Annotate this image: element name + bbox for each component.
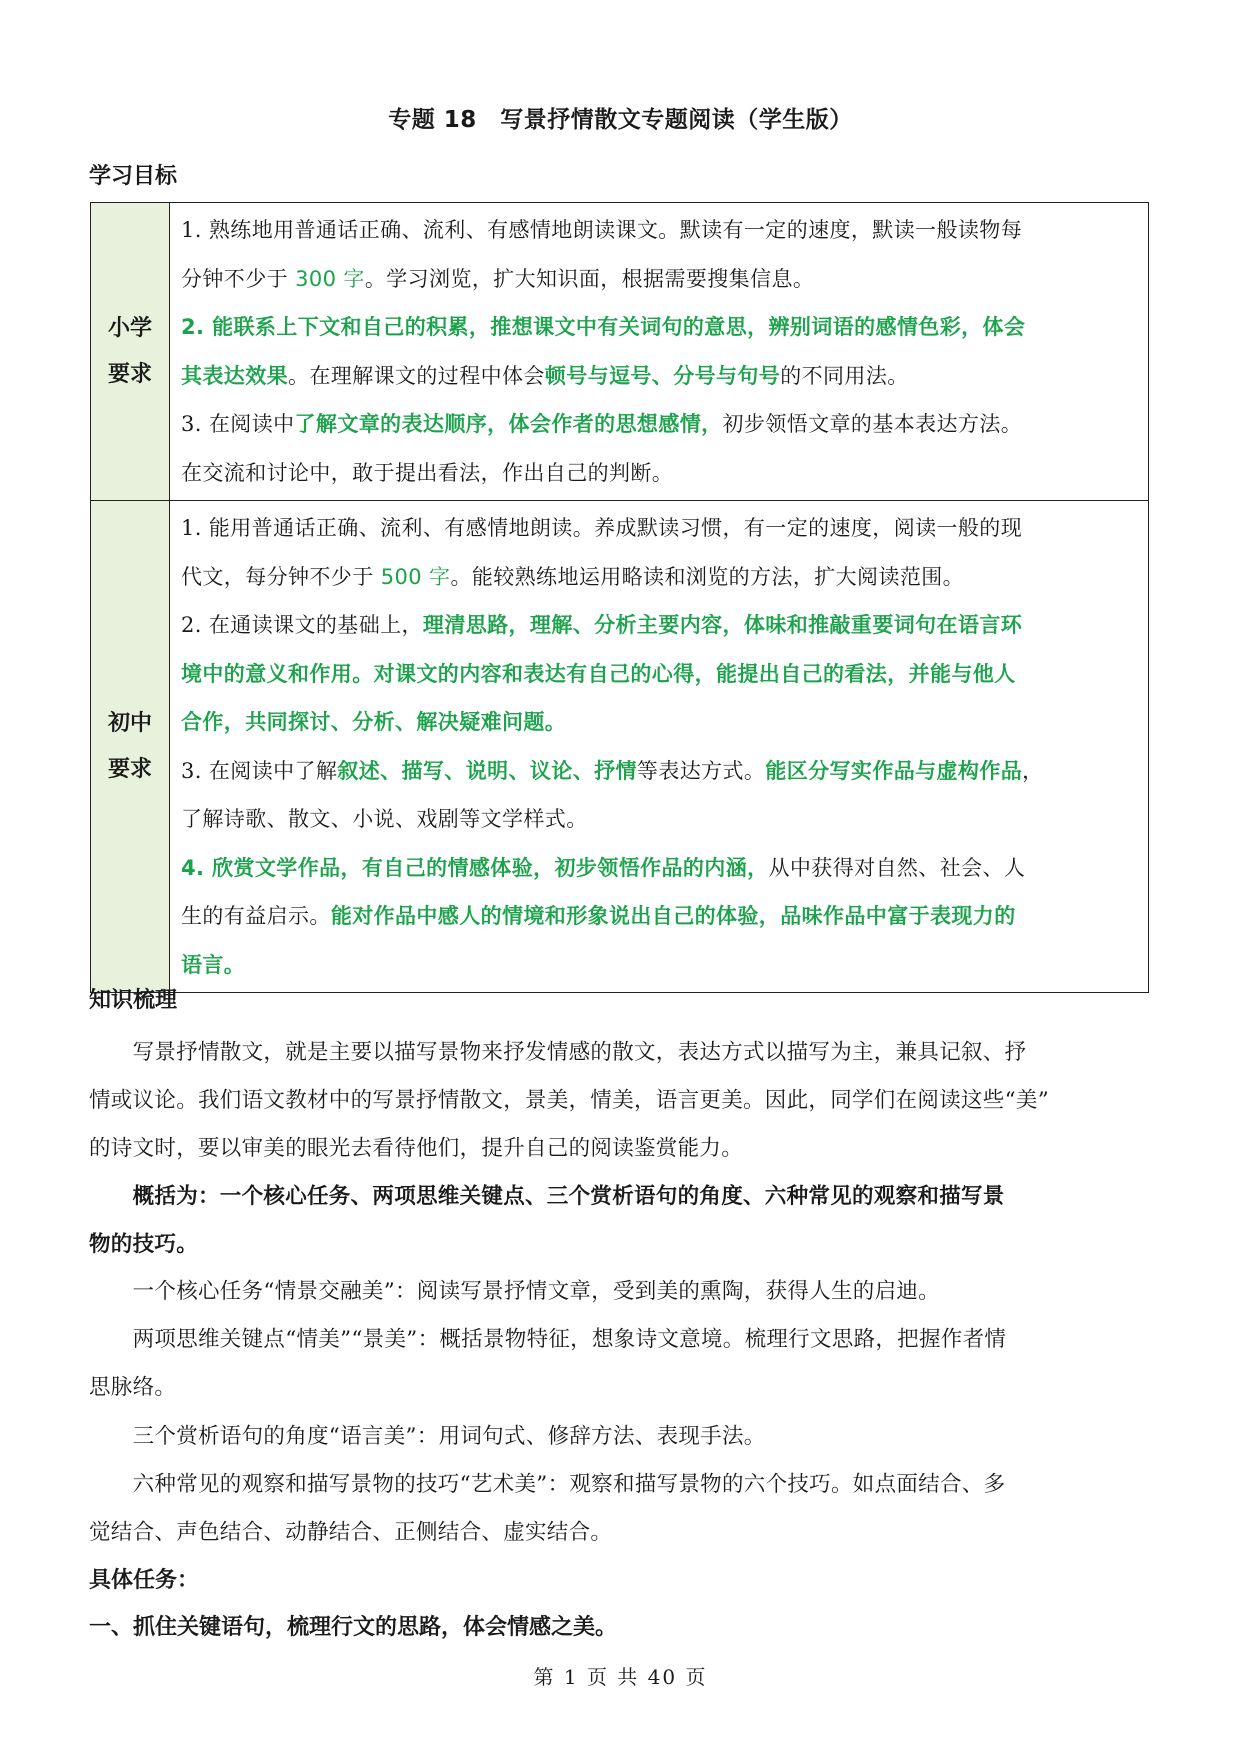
junior-label-cell [91, 501, 170, 993]
primary-row [91, 203, 1149, 501]
junior-req-4a: 4. 欣赏文学作品，有自己的情感体验，初步领悟作品的内涵，从中获得对自然、社会、人 [181, 855, 1026, 880]
knowledge-intro: 写景抒情散文，就是主要以描写景物来抒发情感的散文，表达方式以描写为主，兼具记叙、抒 情或议论。我们语文教材中的写景抒情散文，景美，情美，语言更美。因此，同学们在阅读这些“美” 的诗文时，要以审美的眼光去看待他们，提升自己的阅读鉴赏能力。 [89, 1040, 1049, 1161]
junior-req-3a: 3. 在阅读中了解叙述、描写、说明、议论、抒情等表达方式。能区分写实作品与虚构作品， [181, 758, 1044, 783]
junior-req-4c: 语言。 [181, 952, 246, 977]
primary-req-2b: 其表达效果。在理解课文的过程中体会顿号与逗号、分号与句号的不同用法。 [181, 363, 909, 388]
junior-req-3b: 了解诗歌、散文、小说、戏剧等文学样式。 [181, 807, 588, 831]
knowledge-heading: 知识梳理 [89, 988, 178, 1013]
knowledge-item-1: 一个核心任务“情景交融美”：阅读写景抒情文章，受到美的熏陶，获得人生的启迪。 [89, 1279, 940, 1304]
junior-req-1b: 代文，每分钟不少于 500 字。能较熟练地运用略读和浏览的方法，扩大阅读范围。 [181, 564, 965, 589]
junior-label-line1: 初中 [107, 710, 152, 736]
primary-label-line1: 小学 [107, 315, 152, 341]
requirements-table [90, 202, 1149, 993]
junior-content-cell [170, 501, 1149, 993]
primary-label-line2: 要求 [107, 361, 152, 387]
document-title: 专题 18 写景抒情散文专题阅读（学生版） [388, 107, 853, 133]
page-number-footer: 第 1 页 共 40 页 [533, 1665, 708, 1689]
junior-row [91, 501, 1149, 993]
primary-req-3a: 3. 在阅读中了解文章的表达顺序，体会作者的思想感情，初步领悟文章的基本表达方法。 [181, 412, 1023, 436]
learning-goals-heading: 学习目标 [89, 164, 178, 189]
junior-req-2a: 2. 在通读课文的基础上，理清思路，理解、分析主要内容，体味和推敲重要词句在语言环 [181, 613, 1023, 637]
junior-req-1a: 1. 能用普通话正确、流利、有感情地朗读。养成默读习惯，有一定的速度，阅读一般的现 [181, 516, 1023, 540]
junior-label-line2: 要求 [107, 756, 152, 782]
tasks-heading: 具体任务： [89, 1568, 200, 1593]
junior-req-2b: 境中的意义和作用。对课文的内容和表达有自己的心得，能提出自己的看法，并能与他人 [181, 661, 1016, 686]
knowledge-item-3: 三个赏析语句的角度“语言美”：用词句式、修辞方法、表现手法。 [89, 1424, 766, 1449]
knowledge-item-4: 六种常见的观察和描写景物的技巧“艺术美”：观察和描写景物的六个技巧。如点面结合、多 觉结合、声色结合、动静结合、正侧结合、虚实结合。 [89, 1472, 1006, 1545]
task-1-heading: 一、抓住关键语句，梳理行文的思路，体会情感之美。 [89, 1615, 618, 1640]
primary-req-1a: 1. 熟练地用普通话正确、流利、有感情地朗读课文。默读有一定的速度，默读一般读物每 [181, 218, 1023, 242]
primary-content-cell [170, 203, 1149, 501]
junior-req-4b: 生的有益启示。能对作品中感人的情境和形象说出自己的体验，品味作品中富于表现力的 [181, 904, 1016, 928]
primary-req-1b: 分钟不少于 300 字。学习浏览，扩大知识面，根据需要搜集信息。 [181, 266, 815, 291]
primary-req-3b: 在交流和讨论中，敢于提出看法，作出自己的判断。 [181, 460, 674, 485]
knowledge-item-2: 两项思维关键点“情美”“景美”：概括景物特征，想象诗文意境。梳理行文思路，把握作者情 思脉络。 [89, 1327, 1007, 1400]
primary-label-cell [91, 203, 170, 501]
junior-req-2c: 合作，共同探讨、分析、解决疑难问题。 [181, 710, 567, 734]
knowledge-summary: 概括为：一个核心任务、两项思维关键点、三个赏析语句的角度、六种常见的观察和描写景 物的技巧。 [89, 1184, 1005, 1257]
primary-req-2a: 2. 能联系上下文和自己的积累，推想课文中有关词句的意思，辨别词语的感情色彩，体会 [181, 315, 1026, 339]
